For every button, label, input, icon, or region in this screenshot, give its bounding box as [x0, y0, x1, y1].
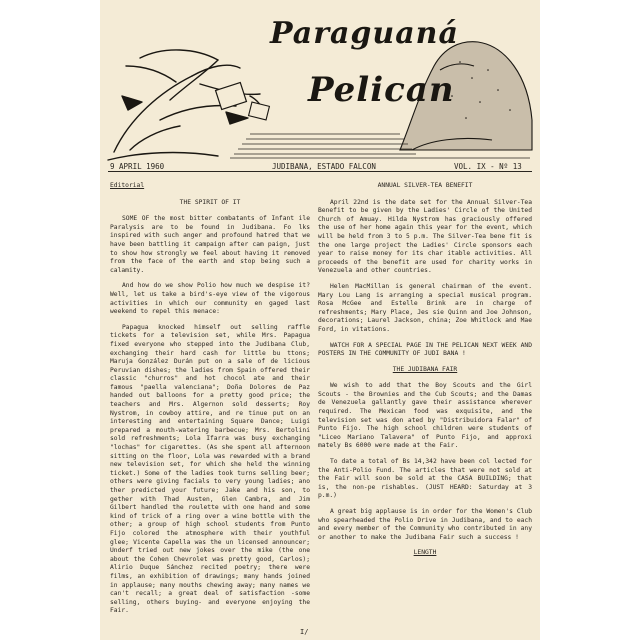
issue-date: 9 APRIL 1960: [110, 162, 165, 171]
silver-tea-paragraph: April 22nd is the date set for the Annual Silver-Tea Benefit to be given by the Ladies' Circle of the United Church of Amuay. Hilda Nystrom has graciously offered the use of her home again this year for the event, which will be held from 3 to 5 p.m. The Silver-Tea bene fit is the one large project the Ladies' Circle sponsors each year to raise money for its char itable activities. All proceeds of the benefit are used for charity works in Venezuela and other countries.: [318, 198, 532, 275]
silver-tea-heading: ANNUAL SILVER-TEA BENEFIT: [377, 182, 473, 189]
masthead-title-line-2: Pelican: [308, 70, 455, 110]
editorial-paragraph: And how do we show Polio how much we despise it? Well, let us take a bird's-eye view of the vigorous activities in which our community en gaged last weekend to repel this menace:: [110, 282, 310, 316]
masthead: [100, 0, 540, 170]
editorial-column: [110, 182, 310, 623]
silver-tea-notice: WATCH FOR A SPECIAL PAGE IN THE PELICAN NEXT WEEK AND POSTERS IN THE COMMUNITY OF JUDI BANA !: [318, 341, 532, 358]
editorial-kicker: Editorial: [110, 182, 145, 189]
editorial-heading: THE SPIRIT OF IT: [179, 198, 241, 206]
editorial-paragraph: SOME OF the most bitter combatants of Infant ile Paralysis are to be found in Judibana. Fo lks inspired with such anger and profound hatred that we have been battling it campaign after cam paign, just to show how strongly we feel about having it removed from the face of the earth and stop being such a calamity.: [110, 215, 310, 274]
margin-mark: I/: [300, 628, 309, 636]
issue-volume: VOL. IX - Nº 13: [454, 162, 522, 171]
fair-paragraph: We wish to add that the Boy Scouts and the Girl Scouts - the Brownies and the Cub Scouts; and the Damas de Venezuela gallantly gave their assistance wherever required. The Mexican food was exquisite, and the television set was don ated by "Distribuidora Falar" of Punto Fijo. The high school children were students of "Liceo Mariano Talavera" of Punto Fijo, and approxi mately Bs 6000 were made at the Fair.: [318, 382, 532, 450]
fair-paragraph: To date a total of Bs 14,342 have been col lected for the Anti-Polio Fund. The articles that were not sold at the Fair will soon be sold at the CASA BUILDING; that is, the non-pe rishables. (JUST HEARD: Saturday at 3 p.m.): [318, 458, 532, 500]
right-column: [318, 182, 532, 566]
editorial-paragraph: Papagua knocked himself out selling raffle tickets for a television set, while Mrs. Papagua fixed everyone who stepped into the Judibana Club, exchanging their hard cash for little bu ttons; Maruja González Durán put on a sale of de licious Peruvian dishes; the ladies from Spain offered their classic "churros" and hot chocol ate and their famous "paella valenciana"; Doña Dolores de Paz handed out balloons for a pretty good price; the teachers and Mrs. Algernon sold desserts; Roy Nystrom, in cowboy attire, and re tinue put on an interesting and entertaining Square Dance; Luigi prepared a mouth-watering barbecue; Mrs. Bertolini sold refreshments; Lola Ifarra was busy exchanging "lochas" for cigarettes. (As she spent all afternoon sitting on the floor, Lola was rewarded with a brand new television set, for which she held the winning ticket.) Some of the ladies took turns selling beer; others were giving facials to very young ladies; ano ther predicted your future; Jake and his son, to gether with Thad Austen, Glen Cambra, and Jim Gilbert handled the roulette with one hand and some kind of trick of a ring over a wine bottle with the other; a group of high school students from Punto Fijo colored the atmosphere with their youthful glee; Vicente Capella was the un licensed announcer; Underf tried out new jokes over the mike (the one about the Cohen Chevrolet was pretty good, Carlos); Alirio Duque Sánchez recited poetry; there were films, an exhibition of drawings; many hands joined in applause; many mouths chewing away; many names we can't recall; a great deal of satisfaction -some selling, others buying- and everyone enjoying the Fair.: [110, 323, 310, 615]
fair-paragraph: A great big applause is in order for the Women's Club who spearheaded the Polio Drive in Judibana, and to each and every member of the Community who contributed in any or another to make the Judibana Fair such a success !: [318, 508, 532, 541]
masthead-title-line-1: Paraguaná: [270, 16, 459, 51]
newsletter-page: [100, 0, 540, 640]
issue-place: JUDIBANA, ESTADO FALCON: [272, 162, 376, 171]
dateline-rule: [108, 171, 532, 172]
silver-tea-paragraph: Helen MacMillan is general chairman of the event. Mary Lou Lang is arranging a special musical program. Rosa McGee and Estelle Brink are in charge of refreshments; Mary Place, Jes sie Quinn and Joe Johnson, decorations; Laurel Jackson, china; Zoe Whitlock and Mae Ford, in vitations.: [318, 282, 532, 333]
fair-heading: THE JUDIBANA FAIR: [392, 365, 458, 373]
next-article-heading: LENGTH: [413, 549, 437, 557]
